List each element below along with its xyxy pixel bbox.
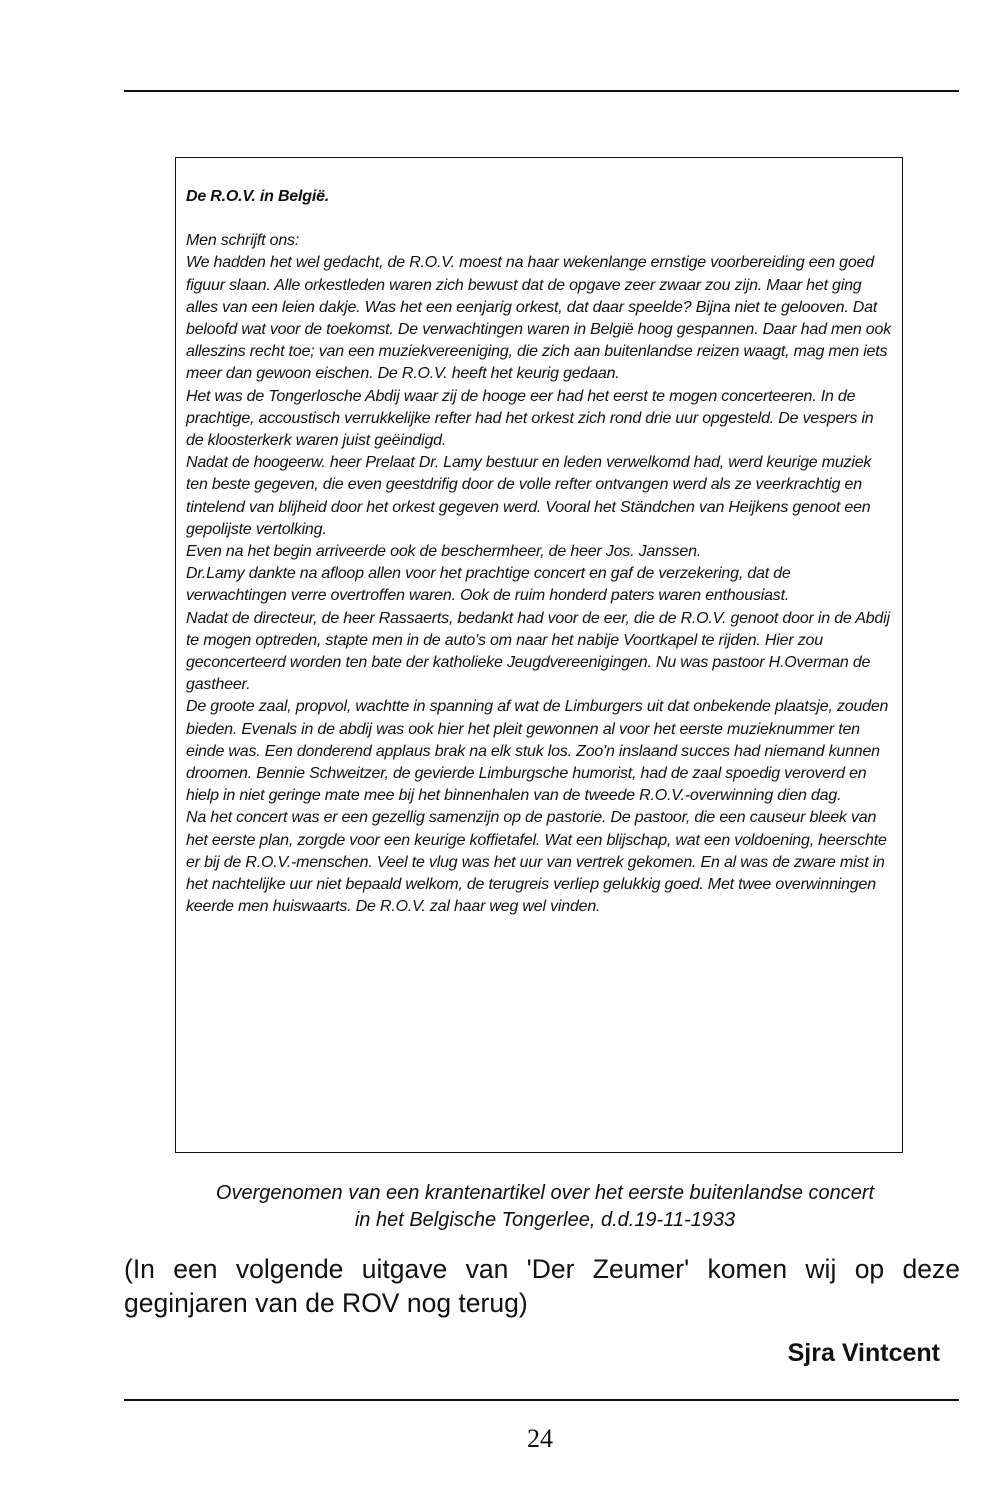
article-title: De R.O.V. in België. xyxy=(186,188,330,205)
bottom-rule xyxy=(124,1399,959,1401)
article-body: Men schrijft ons: We hadden het wel gedacht, de R.O.V. moest na haar wekenlange ernstige voorbereiding een goed figuur slaan. Alle orkestleden waren zich bewust dat de opgave zeer zwaar zou zijn. Maar het ging alles van een leien dakje. Was het een eenjarig orkest, dat daar speelde? Bijna niet te gelooven. Dat beloofd wat voor de toekomst. De verwachtingen waren in België hoog gespannen. Daar had men ook alleszins recht toe; van een muziekvereeniging, die zich aan buitenlandse reizen waagt, mag men iets meer dan gewoon eischen. De R.O.V. heeft het keurig gedaan. Het was de Tongerlosche Abdij waar zij de hooge eer had het eerst te mogen concerteeren. In de prachtige, accoustisch verrukkelijke refter had het orkest zich rond drie uur opgesteld. De vespers in de kloosterkerk waren juist geëindigd. Nadat de hoogeerw. heer Prelaat Dr. Lamy bestuur en leden verwelkomd had, werd keurige muziek ten beste gegeven, die even geestdrifig door de volle refter ontvangen werd als ze veerkrachtig en tintelend van blijheid door het orkest gegeven werd. Vooral het Ständchen van Heijkens genoot een gepolijste vertolking. Even na het begin arriveerde ook de beschermheer, de heer Jos. Janssen. Dr.Lamy dankte na afloop allen voor het prachtige concert en gaf de verzekering, dat de verwachtingen verre overtroffen waren. Ook de ruim honderd paters waren enthousiast. Nadat de directeur, de heer Rassaerts, bedankt had voor de eer, die de R.O.V. genoot door in de Abdij te mogen optreden, stapte men in de auto's om naar het nabije Voortkapel te rijden. Hier zou geconcerteerd worden ten bate der katholieke Jeugdvereenigingen. Nu was pastoor H.Overman de gastheer. De groote zaal, propvol, wachtte in spanning af wat de Limburgers uit dat onbekende plaatsje, zouden bieden. Evenals in de abdij was ook hier het pleit gewonnen al voor het eerste muzieknummer ten einde was. Een donderend applaus brak na elk stuk los. Zoo'n inslaand succes had niemand kunnen droomen. Bennie Schweitzer, de gevierde Limburgsche humorist, had de zaal spoedig veroverd en hielp in niet geringe mate mee bij het binnenhalen van de tweede R.O.V.-overwinning dien dag. Na het concert was er een gezellig samenzijn op de pastorie. De pastoor, die een causeur bleek van het eerste plan, zorgde voor een keurige koffietafel. Wat een blijschap, wat een voldoening, heerschte er bij de R.O.V.-menschen. Veel te vlug was het uur van vertrek gekomen. En al was de zware mist in het nachtelijke uur niet bepaald welkom, de terugreis verliep gelukkig goed. Met twee overwinningen keerde men huiswaarts. De R.O.V. zal haar weg wel vinden. xyxy=(186,232,892,916)
followup-note: (In een volgende uitgave van 'Der Zeumer' komen wij op deze geginjaren van de ROV nog terug) xyxy=(124,1254,960,1318)
newspaper-article-box xyxy=(175,157,903,1153)
author-signature: Sjra Vintcent xyxy=(787,1339,940,1367)
top-rule xyxy=(124,90,959,92)
page-number: 24 xyxy=(527,1424,553,1453)
source-note: Overgenomen van een krantenartikel over het eerste buitenlandse concert in het Belgische Tongerlee, d.d.19-11-1933 xyxy=(215,1182,875,1231)
